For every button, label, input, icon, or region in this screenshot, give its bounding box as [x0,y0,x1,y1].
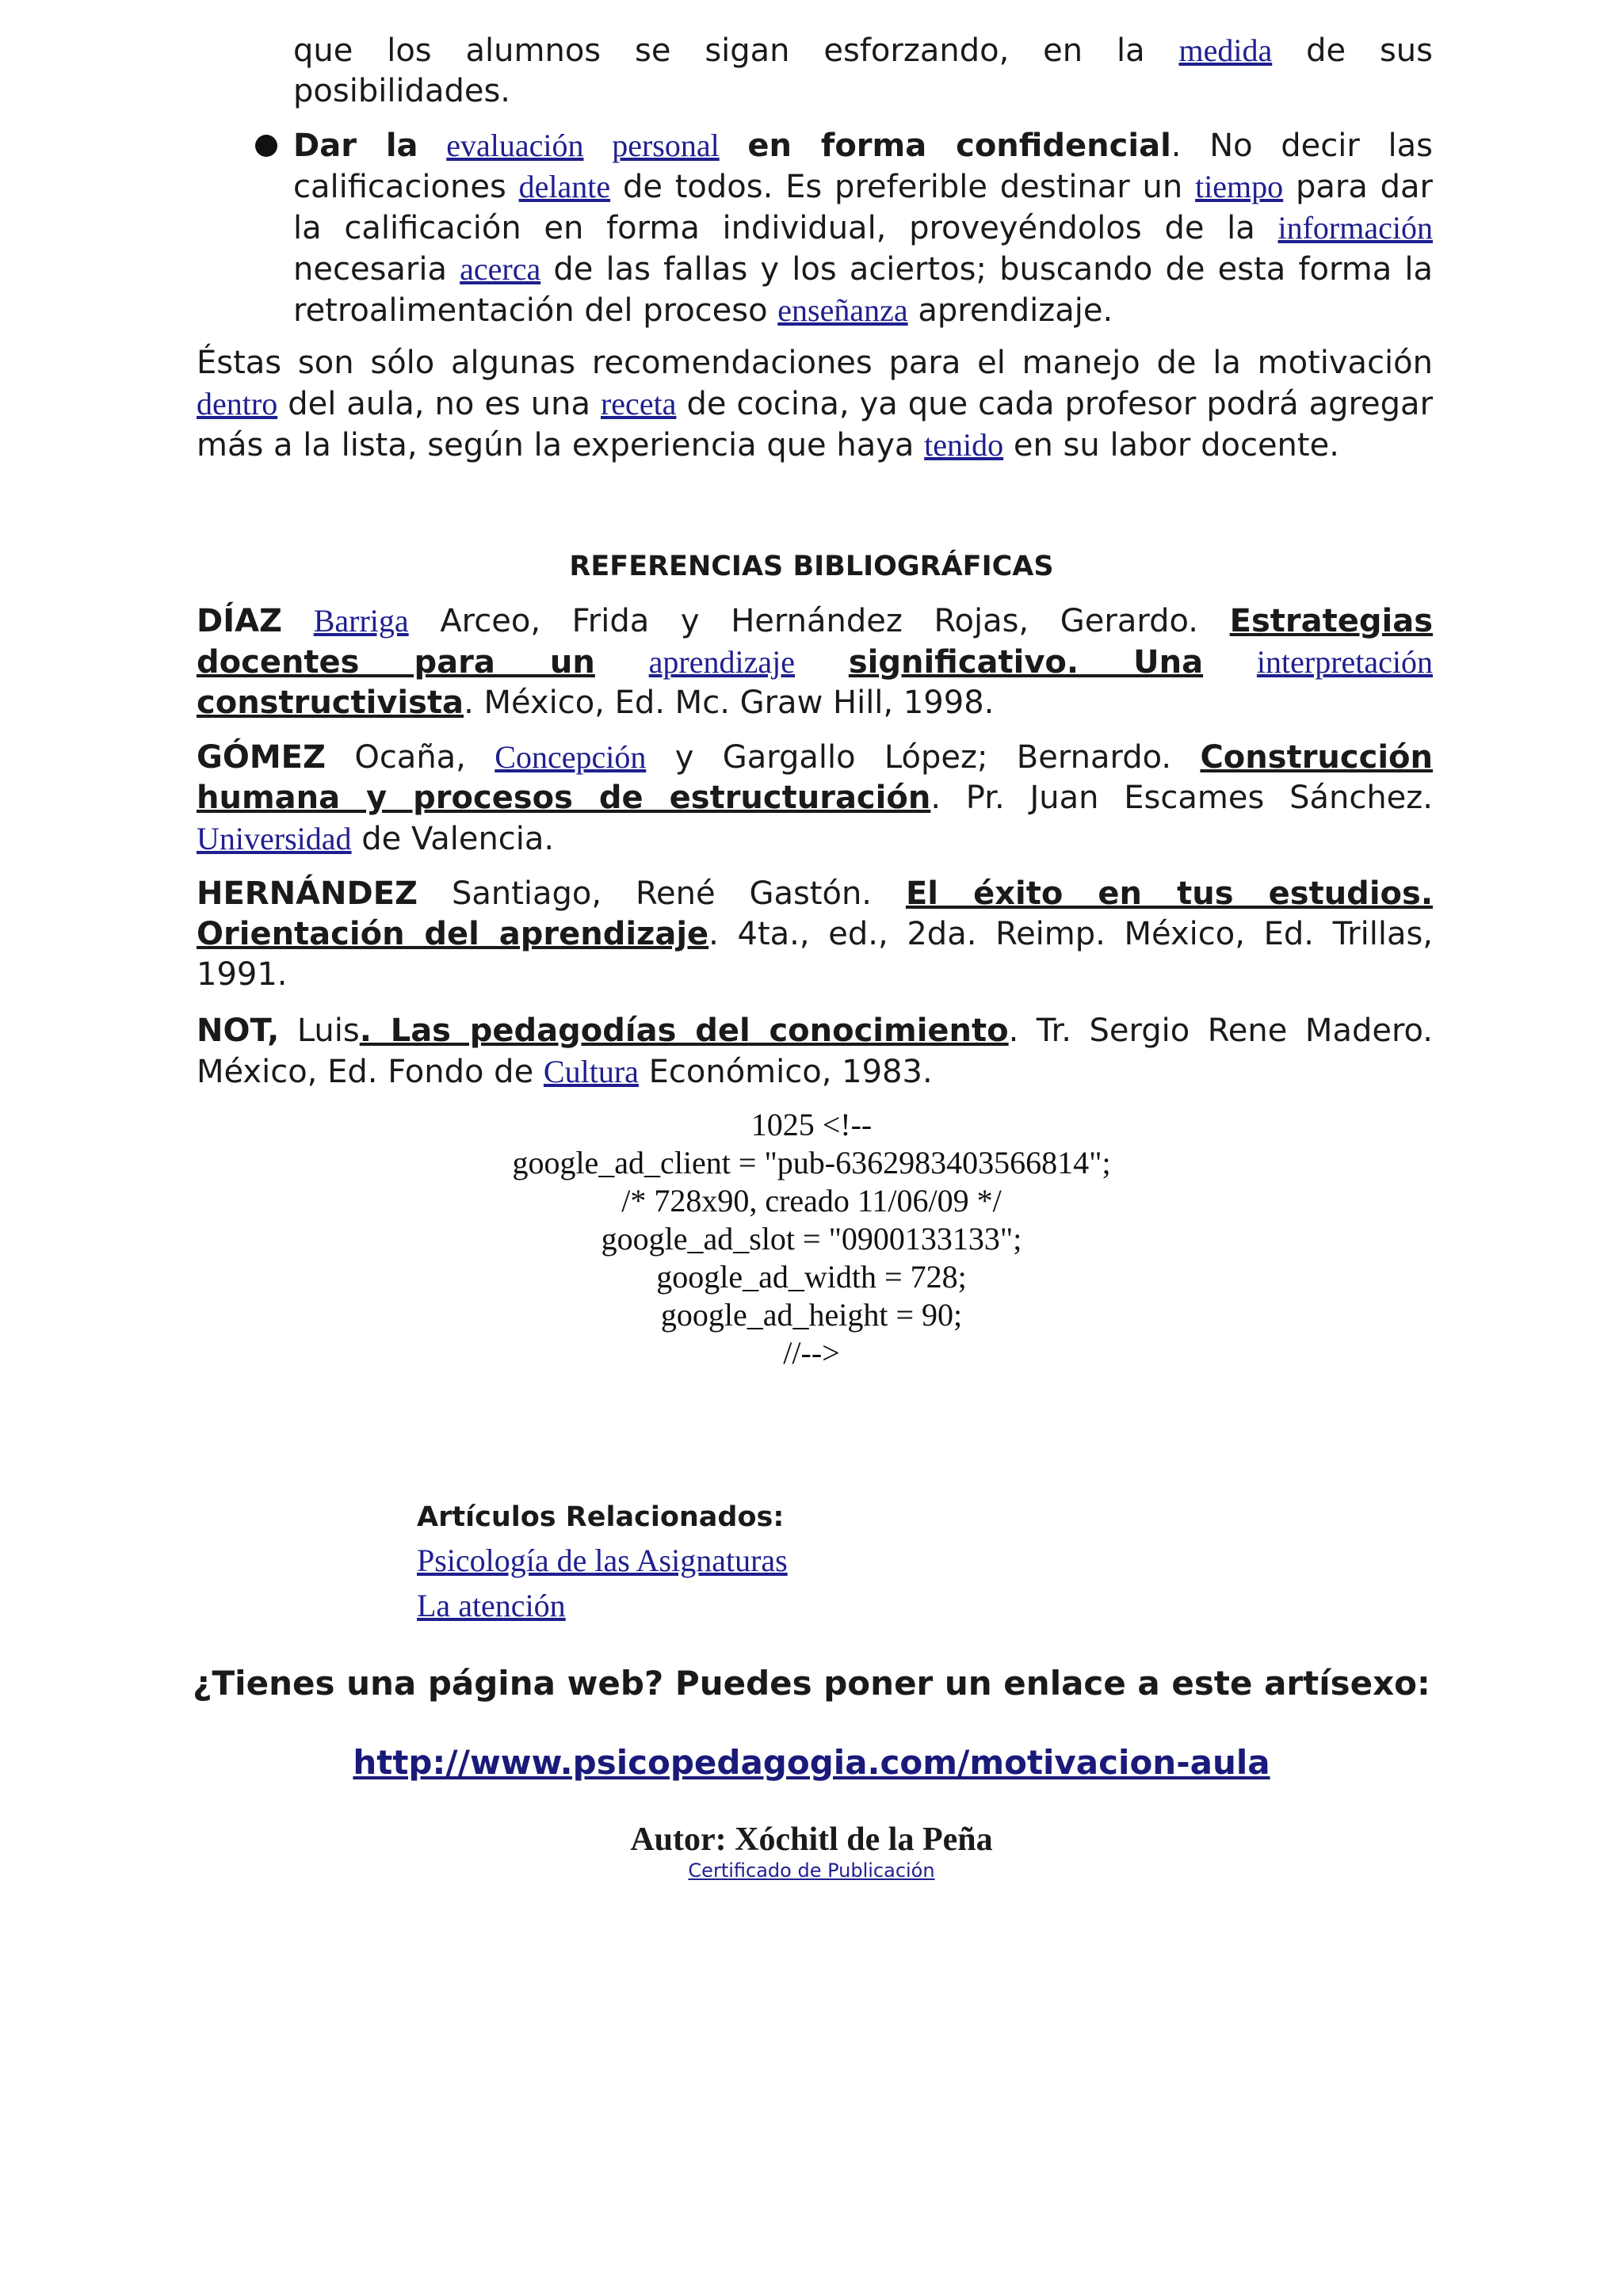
ad-code-line: //--> [783,1335,840,1371]
share-question: ¿Tienes una página web? Puedes poner un enlace a este artísexo: [193,1664,1430,1703]
ref1-title-1: Estrategias docentes para un [197,603,1434,681]
reference-4 [197,1011,1433,1093]
bullet-text-1: . No decir las calificaciones [293,128,1434,205]
link-dentro[interactable]: dentro [197,386,278,421]
reference-2 [197,737,1433,860]
ref1-pub: . México, Ed. Mc. Graw Hill, 1998. [464,685,995,721]
bullet-text-2: de todos. Es preferible destinar un [622,169,1183,205]
intro-text-3: posibilidades. [293,73,511,109]
related-link-atencion[interactable]: La atención [417,1588,566,1623]
certificate-row [0,1859,1623,1882]
bullet-text-6: aprendizaje. [918,292,1113,329]
ad-code-block [0,1106,1623,1372]
link-tiempo[interactable]: tiempo [1195,169,1284,204]
link-barriga[interactable]: Barriga [313,603,409,639]
bullet-bold-1: Dar la [293,128,418,164]
certificate-link[interactable]: Certificado de Publicación [688,1859,935,1882]
share-url-row [0,1743,1623,1782]
ad-code-line: google_ad_slot = "0900133133"; [601,1221,1022,1257]
ad-code-line: google_ad_client = "pub-6362983403566814"; [512,1145,1111,1180]
reference-3 [197,874,1433,995]
link-delante[interactable]: delante [518,169,611,204]
link-aprendizaje[interactable]: aprendizaje [648,644,795,680]
ref3-text-2: . 4ta., ed., 2da. Reimp. México, Ed. Trillas, 1991. [197,916,1434,993]
ad-code-line: 1025 <!-- [750,1107,873,1142]
ref2-text-2: y Gargallo López; Bernardo. [674,739,1172,776]
link-evaluacion[interactable]: evaluación [446,128,584,163]
bullet-paragraph [293,125,1433,331]
ad-code-line: /* 728x90, creado 11/06/09 */ [621,1183,1002,1219]
intro-text-1: que los alumnos se sigan esforzando, en la [293,32,1145,69]
ref2-title: Construcción humana y procesos de estructuración [197,739,1433,816]
intro-text-2: de sus [1306,32,1433,69]
link-tenido[interactable]: tenido [924,427,1004,463]
related-articles-title: Artículos Relacionados: [417,1501,785,1533]
ad-code-line: google_ad_height = 90; [660,1297,963,1333]
bullet-text-3: para dar la calificación en forma individual, proveyéndolos de la [293,169,1434,246]
link-cultura[interactable]: Cultura [543,1054,639,1089]
link-acerca[interactable]: acerca [460,251,541,287]
author-name: Autor: Xóchitl de la Peña [630,1821,993,1858]
ref1-title-3: constructivista [197,685,464,721]
ref3-title: El éxito en tus estudios. Orientación del aprendizaje [197,875,1434,952]
ref4-text-3: Económico, 1983. [648,1054,933,1090]
ref4-text-2: . Tr. Sergio Rene Madero. México, Ed. Fondo de [197,1013,1434,1090]
closing-paragraph [197,343,1433,466]
ref2-text-3: . Pr. Juan Escames Sánchez. [930,780,1433,816]
ref1-author-rest: Arceo, Frida y Hernández Rojas, Gerardo. [440,603,1198,639]
intro-paragraph-tail [293,30,1433,112]
bullet-icon [255,135,277,157]
link-interpretacion[interactable]: interpretación [1256,644,1434,680]
ref2-text-1: Ocaña, [354,739,466,776]
link-concepcion[interactable]: Concepción [495,739,647,775]
bullet-text-5: de las fallas y los aciertos; buscando de esta forma la retroalimentación del proceso [293,251,1433,329]
link-medida[interactable]: medida [1178,32,1273,68]
link-personal[interactable]: personal [612,128,720,163]
ref3-author-bold: HERNÁNDEZ [197,875,418,912]
ref3-text-1: Santiago, René Gastón. [451,875,873,912]
ref4-title: . Las pedagodías del conocimiento [359,1013,1009,1049]
ref1-author-bold: DÍAZ [197,603,283,639]
related-link-asignaturas[interactable]: Psicología de las Asignaturas [417,1543,788,1578]
ref2-author-bold: GÓMEZ [197,739,326,776]
reference-1 [197,601,1433,723]
closing-text-3: de cocina, ya que cada profesor podrá agregar más a la lista, según la experiencia que haya [197,386,1434,463]
closing-text-4: en su labor docente. [1013,427,1339,463]
bullet-bold-2: en forma confidencial [747,128,1171,164]
link-universidad[interactable]: Universidad [197,821,352,856]
closing-text-2: del aula, no es una [288,386,590,422]
link-receta[interactable]: receta [600,386,677,421]
ref1-title-2: significativo. Una [848,644,1204,681]
ad-code-line: google_ad_width = 728; [656,1259,967,1295]
closing-text-1: Éstas son sólo algunas recomendaciones para el manejo de la motivación [197,345,1433,381]
ref2-text-4: de Valencia. [361,821,555,857]
references-heading: REFERENCIAS BIBLIOGRÁFICAS [569,551,1054,582]
link-informacion[interactable]: información [1277,210,1433,246]
link-ensenanza[interactable]: enseñanza [777,292,908,328]
ref4-author-bold: NOT, [197,1013,280,1049]
ref4-text-1: Luis [296,1013,360,1049]
share-url-link[interactable]: http://www.psicopedagogia.com/motivacion-aula [353,1743,1270,1782]
bullet-text-4: necesaria [293,251,447,288]
